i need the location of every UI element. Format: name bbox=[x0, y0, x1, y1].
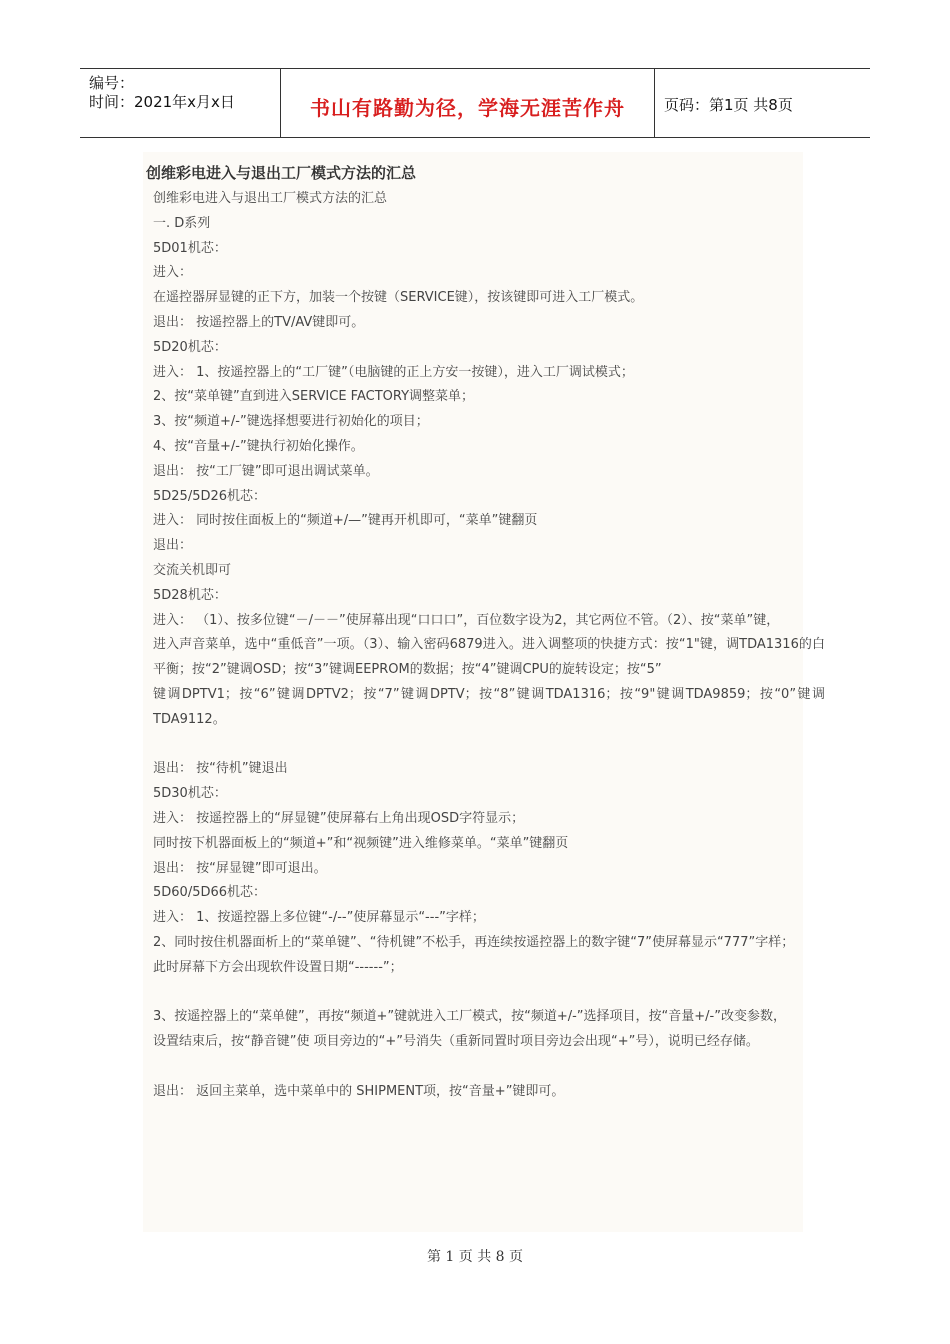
page-info: 页码：第1页 共8页 bbox=[664, 96, 793, 114]
header-info-cell bbox=[80, 69, 281, 137]
text-line: 进入： （1）、按多位键“－/－－”使屏幕出现“口口口”，百位数字设为2，其它两位不管。（2）、按“菜单”键， bbox=[153, 612, 780, 628]
text-line: 进入声音菜单，选中“重低音”一项。（3）、输入密码6879进入。进入调整项的快捷方式：按“1"键，调TDA1316的白平衡；按“2”键调OSD；按“3”键调EEPROM的数据；按“4”键调CPU的旋转设定；按“5” bbox=[153, 637, 825, 678]
text-line: 4、按“音量+/-”键执行初始化操作。 bbox=[153, 438, 364, 454]
chassis-heading: 5D28机芯： bbox=[153, 587, 227, 603]
text-line: 进入： 1、按遥控器上的“工厂键”（电脑键的正上方安一按键），进入工厂调试模式； bbox=[153, 364, 634, 380]
motto: 书山有路勤为径，学海无涯苦作舟 bbox=[310, 96, 625, 120]
blank-line bbox=[153, 733, 825, 758]
chassis-heading: 5D25/5D26机芯： bbox=[153, 488, 267, 504]
header-page-cell bbox=[655, 69, 870, 137]
document-title: 创维彩电进入与退出工厂模式方法的汇总 bbox=[146, 164, 417, 182]
section-heading: 一. D系列 bbox=[153, 215, 211, 231]
text-line: 交流关机即可 bbox=[153, 562, 232, 578]
text-line: 在遥控器屏显键的正下方，加装一个按键（SERVICE键），按该键即可进入工厂模式。 bbox=[153, 290, 644, 306]
chassis-heading: 5D60/5D66机芯： bbox=[153, 885, 267, 901]
time-label: 时间：2021年x月x日 bbox=[89, 93, 235, 111]
text-line: 2、同时按住机器面析上的“菜单键”、“待机键”不松手，再连续按遥控器上的数字键“7”使屏幕显示“777”字样； bbox=[153, 934, 795, 950]
text-line: 退出： bbox=[153, 538, 193, 554]
serial-label: 编号： bbox=[89, 74, 135, 92]
text-line: 2、按“菜单键”直到进入SERVICE FACTORY调整菜单； bbox=[153, 389, 475, 405]
text-line: 创维彩电进入与退出工厂模式方法的汇总 bbox=[153, 191, 388, 206]
chassis-heading: 5D01机芯： bbox=[153, 240, 227, 256]
text-line: 退出： 按“屏显键”即可退出。 bbox=[153, 860, 327, 876]
text-line: 进入： bbox=[153, 265, 193, 281]
blank-line bbox=[153, 981, 825, 1006]
text-line: 退出： 按“待机”键退出 bbox=[153, 761, 288, 777]
text-line: 3、按“频道+/-”键选择想要进行初始化的项目； bbox=[153, 414, 429, 430]
text-line: 同时按下机器面板上的“频道+”和“视频键”进入维修菜单。“菜单”键翻页 bbox=[153, 835, 569, 851]
text-line: 进入： 按遥控器上的“屏显键”使屏幕右上角出现OSD字符显示； bbox=[153, 810, 525, 826]
document-body bbox=[153, 187, 825, 1104]
text-line: 退出： 返回主菜单，选中菜单中的 SHIPMENT项，按“音量+”键即可。 bbox=[153, 1083, 565, 1099]
text-line: 设置结束后，按“静音键”使 项目旁边的“+”号消失（重新同置时项目旁边会出现“+”号），说明已经存储。 bbox=[153, 1034, 759, 1050]
text-line: 3、按遥控器上的“菜单健”，再按“频道+”键就进入工厂模式，按“频道+/-”选择项目，按“音量+/-”改变参数， bbox=[153, 1009, 786, 1025]
text-line: 进入： 1、按遥控器上多位键“-/--”使屏幕显示“---”字样； bbox=[153, 910, 485, 926]
page-footer: 第 1 页 共 8 页 bbox=[426, 1249, 524, 1265]
text-line: 键调DPTV1；按“6”键调DPTV2；按“7”键调DPTV；按“8”键调TDA1316；按“9"键调TDA9859；按“0”键调TDA9112。 bbox=[153, 686, 825, 727]
header-motto-cell bbox=[281, 69, 655, 137]
text-line: 退出： 按遥控器上的TV/AV键即可。 bbox=[153, 314, 365, 330]
blank-line bbox=[153, 1055, 825, 1080]
chassis-heading: 5D30机芯： bbox=[153, 786, 227, 802]
page-header bbox=[80, 68, 870, 138]
chassis-heading: 5D20机芯： bbox=[153, 339, 227, 355]
text-line: 进入： 同时按住面板上的“频道+/—”键再开机即可，“菜单”键翻页 bbox=[153, 513, 538, 529]
text-line: 退出： 按“工厂键”即可退出调试菜单。 bbox=[153, 463, 379, 479]
text-line: 此时屏幕下方会出现软件设置日期“------”； bbox=[153, 959, 403, 975]
